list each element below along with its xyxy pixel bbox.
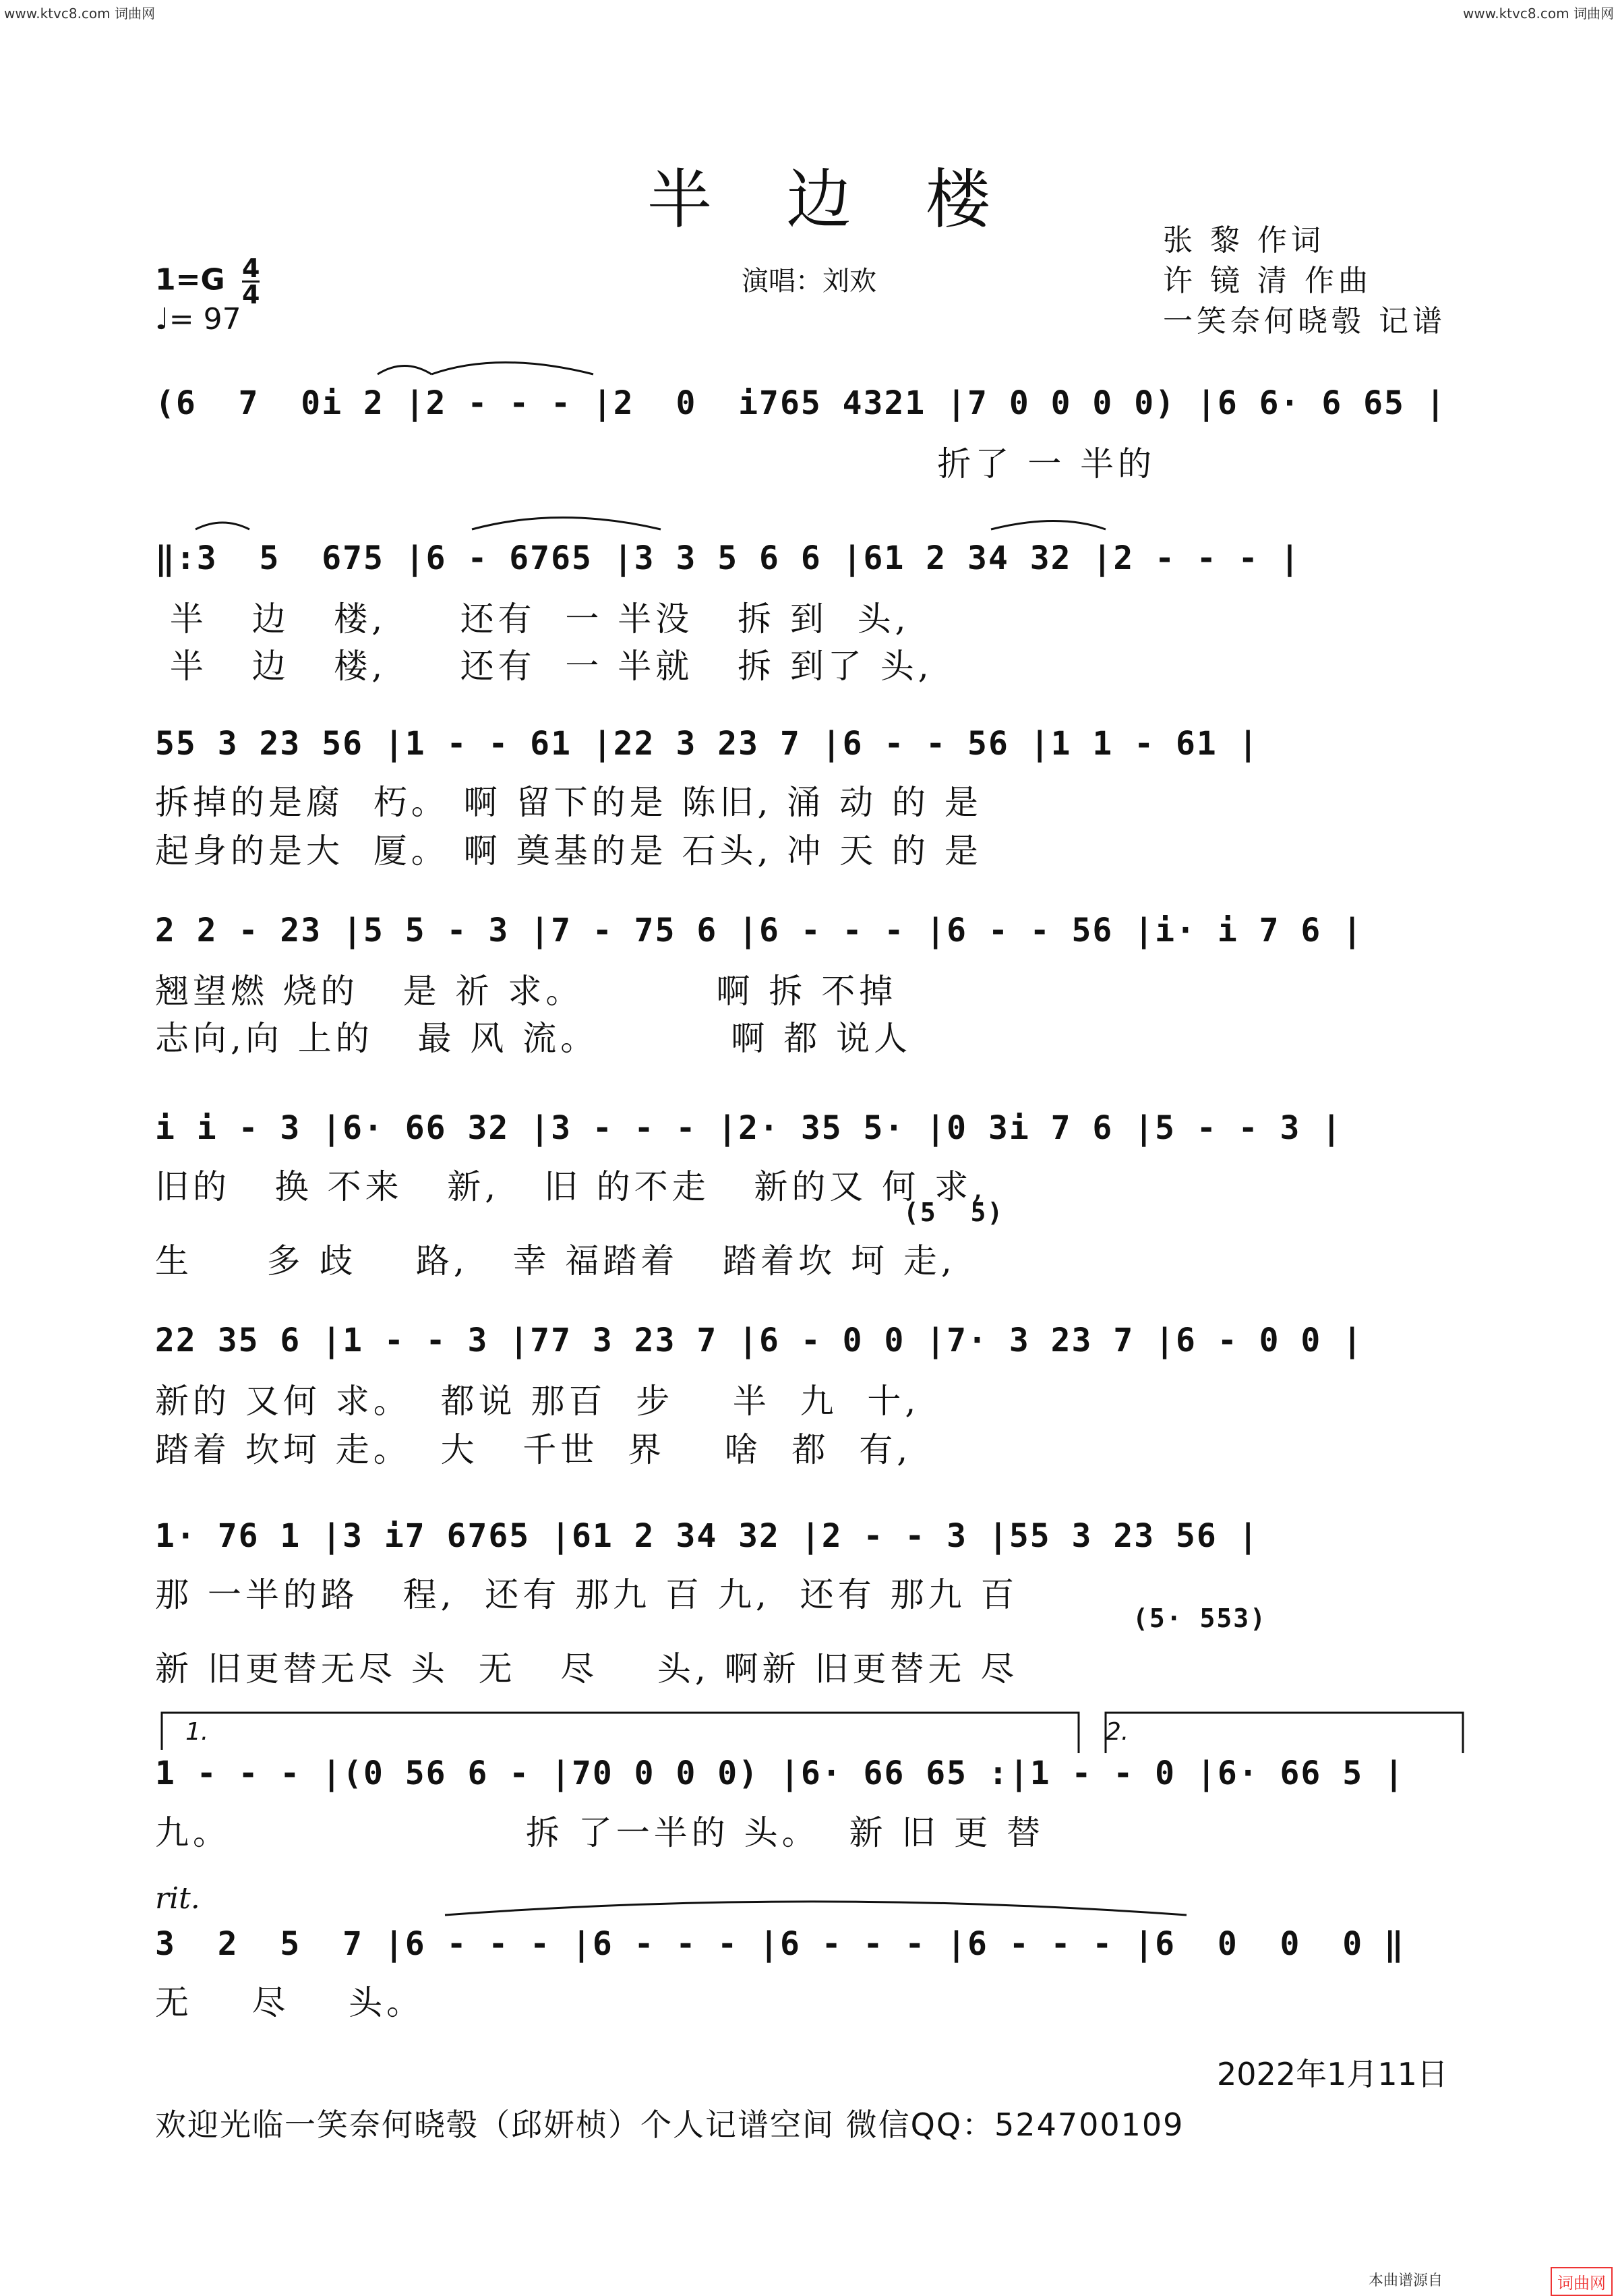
transcriber-credit: 一笑奈何晓彀 记谱 [1163,304,1446,338]
score-system-8: 1 - - - |(0 56 6 - |70 0 0 0) |6· 66 65 :|1 - - 0 |6· 66 5 | [155,1755,1405,1792]
score-system-7: 1· 76 1 |3 i7 6765 |61 2 34 32 |2 - - 3 |55 3 23 56 | [155,1517,1259,1555]
lyric-line: 新的 又何 求。 都说 那百 步 半 九 十, [155,1382,920,1421]
volta-second-ending: 2. [1106,1718,1129,1746]
score-system-5: i i - 3 |6· 66 32 |3 - - - |2· 35 5· |0 3i 7 6 |5 - - 3 | [155,1109,1343,1147]
time-numerator: 4 [241,254,260,283]
page-title: 半 边 楼 [647,162,1018,237]
quarter-note-icon: ♩ [155,302,169,336]
lyric-line: 半 边 楼, 还有 一 半没 拆 到 头, [155,599,910,639]
lyric-line: 生 多 歧 路, 幸 福踏着 踏着坎 坷 走, [155,1241,956,1281]
lyric-line: 翘望燃 烧的 是 祈 求。 啊 拆 不掉 [155,972,897,1011]
tempo-value: = 97 [169,302,241,336]
source-logo: 词曲网 [1551,2267,1613,2296]
lyric-line: 踏着 坎坷 走。 大 千世 界 啥 都 有, [155,1430,912,1469]
volta-first-ending: 1. [185,1718,209,1746]
score-system-6: 22 35 6 |1 - - 3 |77 3 23 7 |6 - 0 0 |7· 3 23 7 |6 - 0 0 | [155,1322,1364,1359]
lyric-line: 起身的是大 厦。 啊 奠基的是 石头, 冲 天 的 是 [155,831,982,871]
score-system-4: 2 2 - 23 |5 5 - 3 |7 - 75 6 |6 - - - |6 - - 56 |i· i 7 6 | [155,912,1364,949]
lyric-line: 无 尽 头。 [155,1983,425,2022]
lyric-line: 那 一半的路 程, 还有 那九 百 九, 还有 那九 百 [155,1575,1019,1614]
time-denominator: 4 [241,280,260,310]
score-system-2: ‖:3 5 675 |6 - 6765 |3 3 5 6 6 |61 2 34 32 |2 - - - | [155,539,1301,577]
lyric-line: 志向,向 上的 最 风 流。 啊 都 说人 [155,1019,912,1058]
slur [472,518,661,530]
tie [445,1902,1187,1915]
lyric-line: 九。 拆 了一半的 头。 新 旧 更 替 [155,1813,1045,1852]
slur [378,366,431,375]
lyric-line: 旧的 换 不来 新, 旧 的不走 新的又 何 求, [155,1167,988,1206]
key-label: 1=G [155,262,225,297]
lyric-line: 折了 一 半的 [155,444,1156,483]
source-label: 本曲谱源自 [1369,2272,1443,2289]
lyric-line: 半 边 楼, 还有 一 半就 拆 到了 头, [155,647,933,686]
score-system-1: (6 7 0i 2 |2 - - - |2 0 i765 4321 |7 0 0 0 0) |6 6· 6 65 | [155,384,1447,422]
lyricist-credit: 张 黎 作词 [1163,223,1325,258]
singer-credit: 演唱：刘欢 [742,266,876,297]
score-system-3: 55 3 23 56 |1 - - 61 |22 3 23 7 |6 - - 56 |1 1 - 61 | [155,725,1259,763]
lyric-line: 拆掉的是腐 朽。 啊 留下的是 陈旧, 涌 动 的 是 [155,783,982,822]
alternate-notes: (5· 553) [1133,1603,1267,1633]
slur [991,521,1106,530]
volta-bracket-2 [1106,1713,1463,1753]
transcription-date: 2022年1月11日 [1217,2056,1448,2092]
corner-watermark-right: www.ktvc8.com 词曲网 [1462,5,1614,22]
lyric-line: 新 旧更替无尽 头 无 尽 头, 啊新 旧更替无 尽 [155,1649,1019,1688]
volta-bracket-1 [162,1713,1079,1753]
score-system-9: 3 2 5 7 |6 - - - |6 - - - |6 - - - |6 - - - |6 0 0 0 ‖ [155,1925,1405,1963]
corner-watermark-left: www.ktvc8.com 词曲网 [4,5,156,22]
alternate-notes: (5 5) [903,1198,1005,1227]
ritardando-marking: rit. [155,1881,200,1916]
slur [431,363,593,375]
composer-credit: 许 镜 清 作曲 [1163,264,1372,298]
slur [196,523,249,529]
footer-note: 欢迎光临一笑奈何晓彀（邱妍桢）个人记谱空间 微信QQ：524700109 [155,2107,1185,2143]
